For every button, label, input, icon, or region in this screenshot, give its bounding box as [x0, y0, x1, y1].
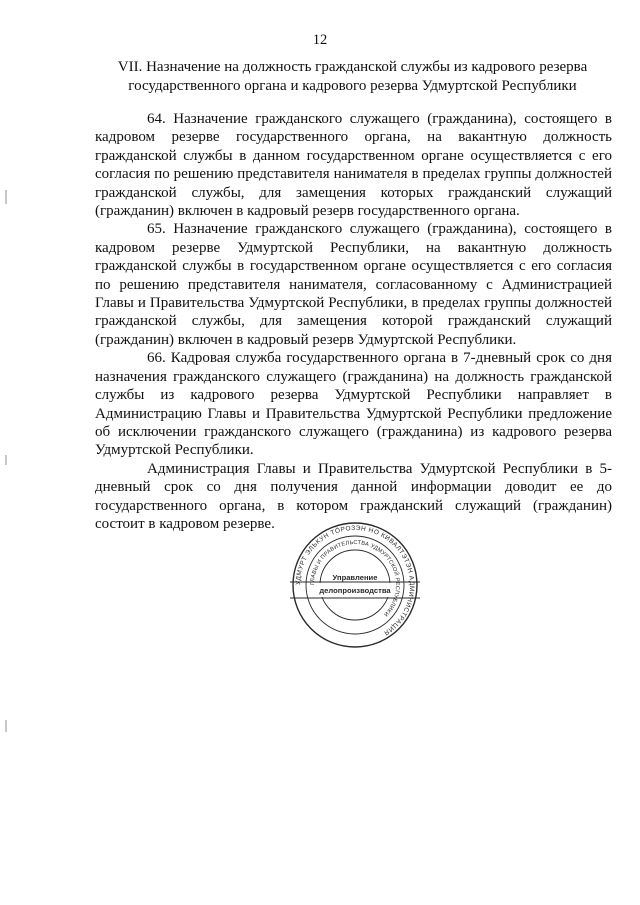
scan-edge-mark	[5, 190, 7, 204]
seal-center-line2: делопроизводства	[319, 586, 391, 595]
paragraph-65: 65. Назначение гражданского служащего (гражданина), состоящего в кадровом резерве Удмуртской Республики, на вакантную должность гражданской службы в государственном органе осуществляется с его согласия по решению представителя нанимателя, согласованному с Администрацией Главы и Правительства Удмуртской Республики, в пределах группы должностей гражданской службы, для замещения которой гражданский служащий (гражданин) включен в кадровый резерв Удмуртской Республики.	[95, 221, 612, 348]
seal-center-line1: Управление	[332, 573, 378, 582]
seal-outer-text: УДМУРТ ЭЛЬКУН ТӦРОЗЭН НО КИВАЛТЭТЭН АДМИНИСТРАЦИЯ	[294, 524, 416, 637]
paragraph-66: 66. Кадровая служба государственного органа в 7-дневный срок со дня назначения гражданского служащего (гражданина) на должность гражданской службы из кадрового резерва Удмуртской Республики направляет в Администрацию Главы и Правительства Удмуртской Республики предложение об исключении гражданского служащего (гражданина) из кадрового резерва Удмуртской Республики.	[95, 350, 612, 459]
section-heading: VII. Назначение на должность гражданской службы из кадрового резерва государственного органа и кадрового резерва Удмуртской Республики	[117, 59, 588, 94]
scan-edge-mark	[5, 455, 7, 465]
official-seal-stamp	[290, 520, 420, 650]
paragraph-administration: Администрация Главы и Правительства Удмуртской Республики в 5-дневный срок со дня получения данной информации доводит ее до государственного органа, в котором гражданский служащий (гражданин) состоит в кадровом резерве.	[95, 460, 612, 532]
seal-inner-text: ГЛАВЫ И ПРАВИТЕЛЬСТВА УДМУРТСКОЙ РЕСПУБЛИКИ	[309, 539, 401, 618]
page-number: 12	[312, 32, 328, 48]
scan-edge-mark	[5, 720, 7, 732]
document-body	[95, 110, 612, 533]
paragraph-64: 64. Назначение гражданского служащего (гражданина), состоящего в кадровом резерве государственного органа, на вакантную должность гражданской службы в данном государственном органе осуществляется с его согласия по решению представителя нанимателя в пределах группы должностей гражданской службы, для замещения которых гражданский служащий (гражданин) включен в кадровый резерв государственного органа.	[95, 111, 612, 220]
